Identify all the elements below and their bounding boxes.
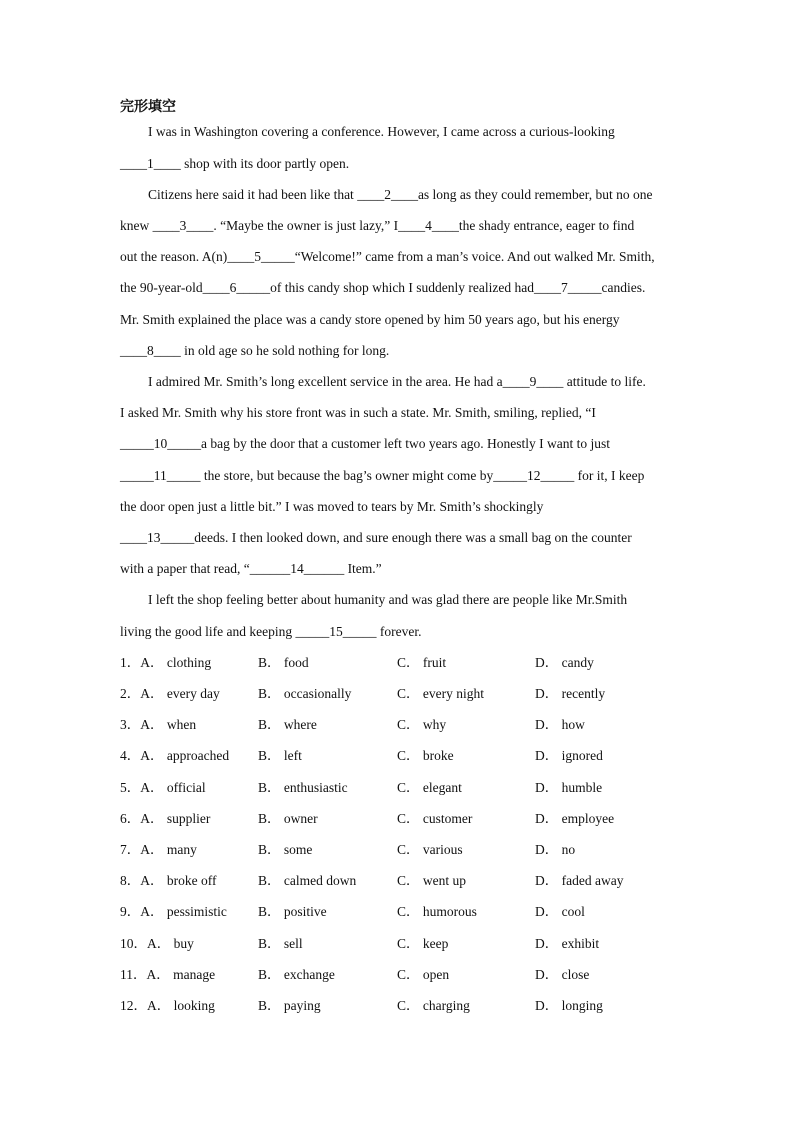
passage-line: [120, 403, 680, 423]
blank-1: ____1____: [120, 156, 181, 171]
option-b: B． left: [258, 748, 302, 763]
option-d: D． exhibit: [535, 936, 600, 951]
question-row: [120, 653, 680, 673]
option-b: B． occasionally: [258, 686, 352, 701]
option-d: D． cool: [535, 904, 585, 919]
passage-line: [148, 590, 708, 610]
passage-line: [120, 310, 680, 330]
option-b: B． sell: [258, 936, 303, 951]
option-a: 7．A． many: [120, 842, 197, 857]
option-a: 2．A． every day: [120, 686, 220, 701]
passage-line: [148, 372, 708, 392]
option-c: C． customer: [397, 811, 473, 826]
passage-text: I admired Mr. Smith’s long excellent service in the area. He had a: [148, 374, 503, 389]
question-row: [120, 934, 680, 954]
passage-line: [148, 185, 708, 205]
option-b: B． paying: [258, 998, 321, 1013]
passage-line: [120, 341, 680, 361]
passage-text: the door open just a little bit.” I was moved to tears by Mr. Smith’s shockingly: [120, 499, 544, 514]
option-c: C． went up: [397, 873, 466, 888]
option-d: D． candy: [535, 655, 594, 670]
passage-line: [148, 122, 708, 142]
passage-text: I left the shop feeling better about humanity and was glad there are people like Mr.Smith: [148, 592, 628, 607]
passage-text: Item.”: [344, 561, 382, 576]
blank-10: _____10_____: [120, 436, 201, 451]
option-a: 11．A． manage: [120, 967, 216, 982]
passage-line: [120, 247, 680, 267]
blank-15: _____15_____: [295, 624, 377, 639]
option-b: B． where: [258, 717, 317, 732]
blank-5: ____5_____: [227, 249, 295, 264]
passage-line: [120, 559, 680, 579]
blank-11: _____11_____: [120, 468, 201, 483]
option-d: D． humble: [535, 780, 603, 795]
passage-text: I asked Mr. Smith why his store front was in such a state. Mr. Smith, smiling, replied, “I: [120, 405, 596, 420]
passage-text: living the good life and keeping: [120, 624, 296, 639]
option-a: 5．A． official: [120, 780, 206, 795]
passage-text: a bag by the door that a customer left two years ago. Honestly I want to just: [201, 436, 611, 451]
passage-text: candies.: [601, 280, 646, 295]
passage-text: of this candy shop which I suddenly realized had: [270, 280, 535, 295]
option-a: 10．A． buy: [120, 936, 194, 951]
question-row: [120, 902, 680, 922]
option-b: B． some: [258, 842, 313, 857]
passage-text: . “Maybe the owner is just lazy,” I: [213, 218, 399, 233]
option-c: C． every night: [397, 686, 484, 701]
blank-12: _____12_____: [493, 468, 575, 483]
option-b: B． exchange: [258, 967, 335, 982]
option-c: C． open: [397, 967, 450, 982]
passage-line: [120, 154, 680, 174]
question-row: [120, 996, 680, 1016]
option-d: D． employee: [535, 811, 615, 826]
passage-line: [120, 278, 680, 298]
passage-text: forever.: [376, 624, 422, 639]
blank-9: ____9____: [502, 374, 564, 389]
passage-text: deeds. I then looked down, and sure enough there was a small bag on the counter: [194, 530, 632, 545]
blank-2: ____2____: [357, 187, 418, 202]
passage-line: [120, 466, 680, 486]
passage-line: [120, 434, 680, 454]
option-d: D． no: [535, 842, 576, 857]
passage-text: in old age so he sold nothing for long.: [180, 343, 390, 358]
passage-line: [120, 216, 680, 236]
blank-6: ____6_____: [202, 280, 271, 295]
section-heading: 完形填空: [120, 99, 176, 115]
passage-text: Mr. Smith explained the place was a candy store opened by him 50 years ago, but his energy: [120, 312, 620, 327]
option-a: 4．A． approached: [120, 748, 230, 763]
question-row: [120, 715, 680, 735]
option-c: C． various: [397, 842, 463, 857]
question-row: [120, 684, 680, 704]
option-d: D． recently: [535, 686, 606, 701]
question-row: [120, 965, 680, 985]
passage-line: [120, 528, 680, 548]
passage-text: shop with its door partly open.: [180, 156, 350, 171]
option-c: C． why: [397, 717, 447, 732]
option-b: B． positive: [258, 904, 327, 919]
passage-text: the shady entrance, eager to find: [458, 218, 635, 233]
passage-text: with a paper that read, “: [120, 561, 250, 576]
passage-line: [120, 622, 680, 642]
option-c: C． humorous: [397, 904, 477, 919]
passage-text: for it, I keep: [574, 468, 645, 483]
option-d: D． longing: [535, 998, 603, 1013]
option-a: 9．A． pessimistic: [120, 904, 227, 919]
passage-text: out the reason. A(n): [120, 249, 228, 264]
option-d: D． faded away: [535, 873, 624, 888]
question-row: [120, 778, 680, 798]
passage-text: as long as they could remember, but no one: [417, 187, 653, 202]
passage-text: attitude to life.: [563, 374, 646, 389]
option-d: D． close: [535, 967, 590, 982]
blank-4: ____4____: [398, 218, 459, 233]
question-row: [120, 840, 680, 860]
option-b: B． food: [258, 655, 309, 670]
option-d: D． how: [535, 717, 585, 732]
option-b: B． owner: [258, 811, 318, 826]
blank-3: ____3____: [152, 218, 214, 233]
question-row: [120, 871, 680, 891]
option-b: B． enthusiastic: [258, 780, 348, 795]
option-c: C． keep: [397, 936, 449, 951]
blank-13: ____13_____: [120, 530, 195, 545]
blank-7: ____7_____: [534, 280, 602, 295]
option-a: 12．A． looking: [120, 998, 215, 1013]
passage-text: the 90-year-old: [120, 280, 203, 295]
option-c: C． broke: [397, 748, 454, 763]
option-a: 3．A． when: [120, 717, 197, 732]
passage-line: [120, 497, 680, 517]
option-c: C． charging: [397, 998, 470, 1013]
passage-text: knew: [120, 218, 153, 233]
question-row: [120, 809, 680, 829]
passage-text: the store, but because the bag’s owner might come by: [200, 468, 494, 483]
option-a: 8．A． broke off: [120, 873, 217, 888]
passage-text: Citizens here said it had been like that: [148, 187, 358, 202]
option-c: C． elegant: [397, 780, 462, 795]
blank-8: ____8____: [120, 343, 181, 358]
question-row: [120, 746, 680, 766]
option-d: D． ignored: [535, 748, 603, 763]
blank-14: ______14______: [249, 561, 345, 576]
option-a: 6．A． supplier: [120, 811, 211, 826]
passage-text: “Welcome!” came from a man’s voice. And out walked Mr. Smith,: [294, 249, 655, 264]
option-a: 1．A． clothing: [120, 655, 212, 670]
option-c: C． fruit: [397, 655, 447, 670]
passage-text: I was in Washington covering a conference. However, I came across a curious-looking: [148, 124, 615, 139]
option-b: B． calmed down: [258, 873, 357, 888]
